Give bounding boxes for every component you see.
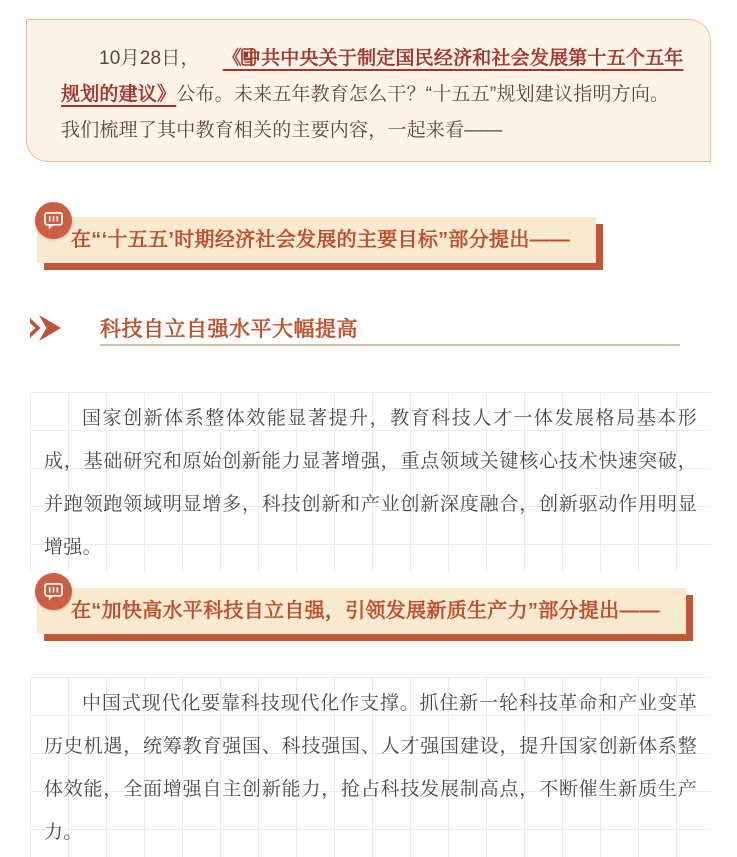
section2-banner-label: 在“加快高水平科技自立自强，引领发展新质生产力”部分提出—— [71, 600, 660, 622]
intro-card [26, 19, 711, 162]
intro-suffix: 公布。未来五年教育怎么干？“十五五”规划建议指明方向。我们梳理了其中教育相关的主要内容，一起来看—— [61, 84, 670, 141]
section1-heading-title: 科技自立自强水平大幅提高 [100, 318, 358, 341]
section1-banner-box [37, 217, 596, 263]
speech-bubble-icon [35, 202, 72, 239]
heading-underline [100, 344, 680, 346]
document-icon [203, 43, 218, 61]
section2-paragraph [30, 677, 711, 857]
section2-paragraph-text: 中国式现代化要靠科技现代化作支撑。抓住新一轮科技革命和产业变革历史机遇，统筹教育强国、科技强国、人才强国建设，提升国家创新体系整体效能，全面增强自主创新能力，抢占科技发展制高点，不断催生新质生产力。 [44, 693, 697, 843]
section1-banner-label: 在“‘十五五’时期经济社会发展的主要目标”部分提出—— [71, 229, 571, 251]
section1-banner [37, 217, 596, 263]
section1-paragraph [30, 392, 711, 572]
section1-heading-row [30, 313, 710, 353]
speech-bubble-icon [35, 573, 72, 610]
section2-banner-box [37, 588, 686, 634]
intro-prefix: 10月28日， [99, 48, 200, 69]
double-chevron-icon [30, 315, 64, 346]
section2-banner [37, 588, 686, 634]
plan-document-link[interactable]: 《中共中央关于制定国民经济和社会发展第十五个五年规划的建议》 [61, 48, 684, 105]
intro-paragraph [61, 41, 686, 149]
section1-paragraph-text: 国家创新体系整体效能显著提升，教育科技人才一体发展格局基本形成，基础研究和原始创新能力显著增强，重点领域关键核心技术快速突破，并跑领跑领域明显增多，科技创新和产业创新深度融合，创新驱动作用明显增强。 [44, 408, 697, 558]
